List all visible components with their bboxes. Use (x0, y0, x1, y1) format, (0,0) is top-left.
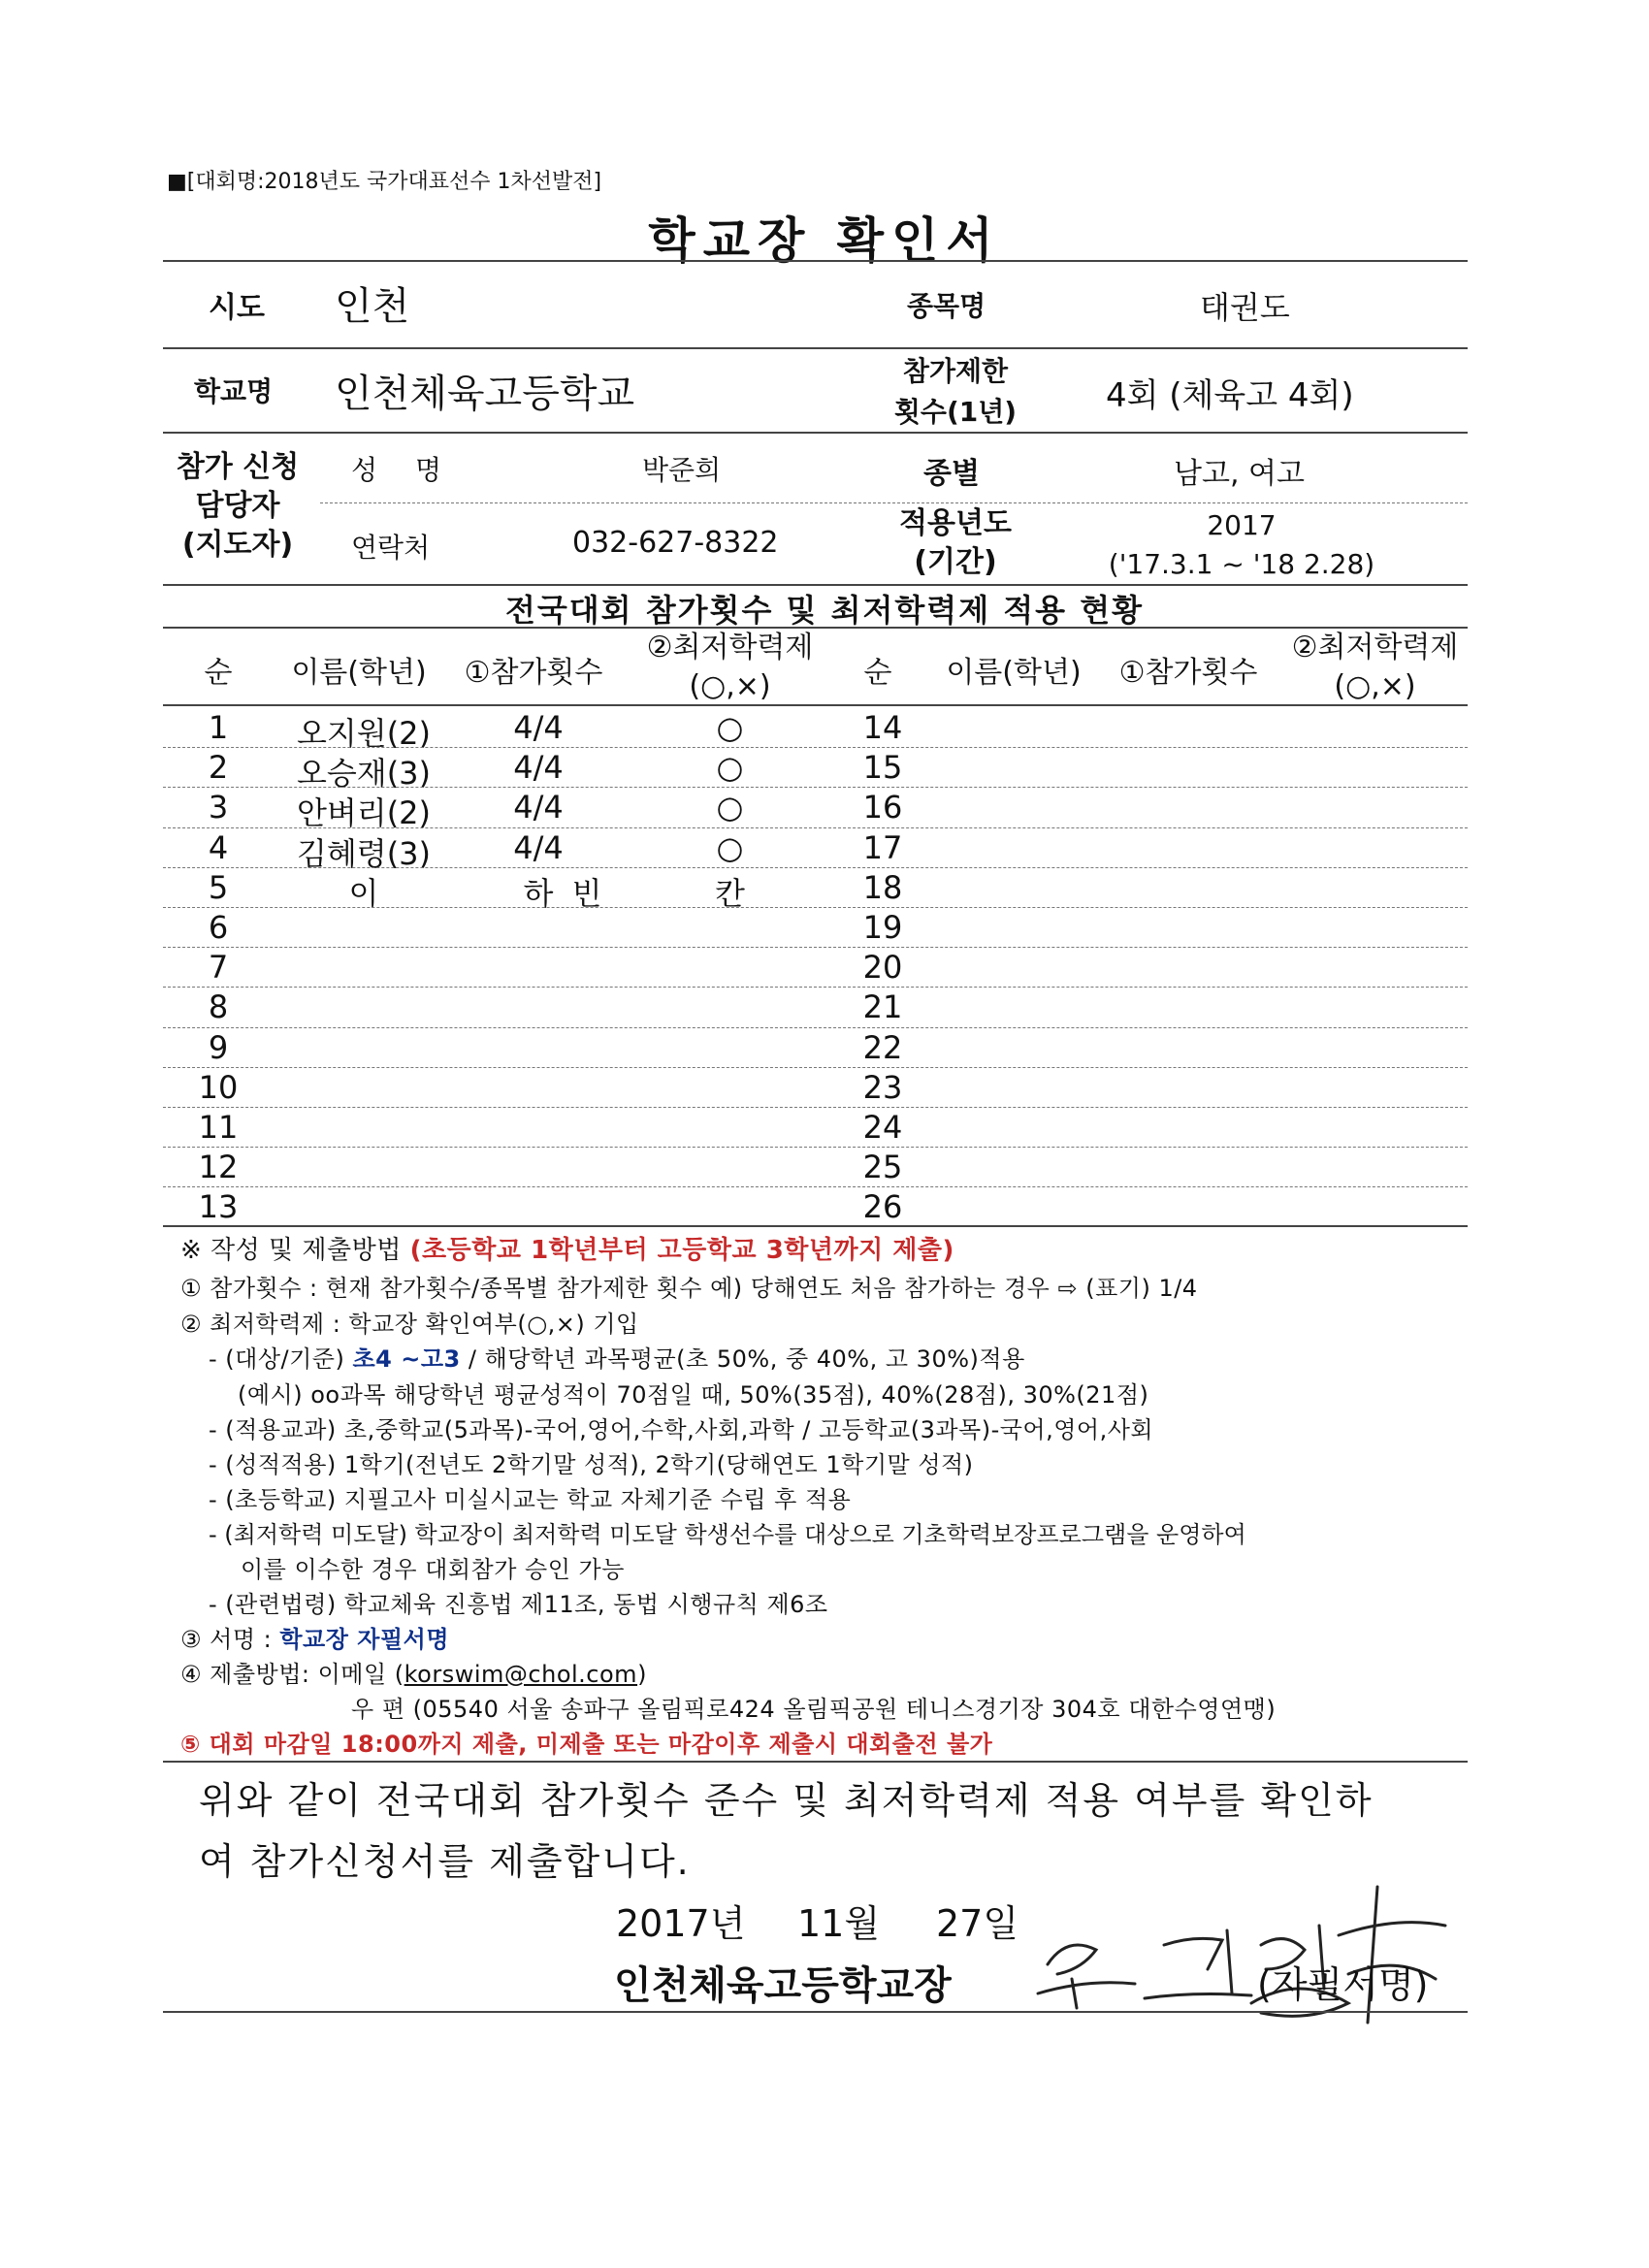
header-min-left-1: ②최저학력제 (646, 631, 814, 664)
row-no-right: 20 (862, 949, 903, 987)
note-2e: - (초등학교) 지필고사 미실시교는 학교 자체기준 수립 후 적용 (209, 1486, 852, 1513)
row-no: 6 (208, 909, 229, 946)
year-label-line2: (기간) (914, 545, 997, 579)
category-label: 종별 (923, 457, 980, 491)
manager-label (160, 448, 315, 565)
row-count: 4/4 (513, 749, 564, 787)
row-no-right: 21 (862, 988, 903, 1026)
date-day: 27일 (936, 1902, 1019, 1945)
row-no-right: 23 (862, 1068, 903, 1106)
note-4 (180, 1655, 647, 1689)
row-no: 2 (208, 749, 229, 787)
row-min: ○ (716, 749, 744, 787)
divider (163, 347, 1468, 349)
row-divider (163, 1067, 1468, 1068)
row-count: 4/4 (513, 709, 564, 746)
limit-value: 4회 (체육고 4회) (1106, 376, 1354, 415)
header-min-right (1271, 629, 1479, 706)
row-no: 13 (198, 1188, 239, 1226)
row-divider (163, 827, 1468, 828)
note-2g: 이를 이수한 경우 대회참가 승인 가능 (241, 1556, 625, 1583)
table-title: 전국대회 참가횟수 및 최저학력제 적용 현황 (504, 592, 1145, 629)
row-no: 8 (208, 988, 229, 1026)
row-no: 9 (208, 1028, 229, 1066)
manager-label-line1: 참가 신청 (176, 450, 300, 484)
row-divider (163, 747, 1468, 748)
row-no-right: 24 (862, 1109, 903, 1146)
note-2a-rest: / 해당학년 과목평균(초 50%, 중 40%, 고 30%)적용 (468, 1345, 1025, 1373)
divider (163, 704, 1468, 706)
year-value-line1: 2017 (1207, 509, 1277, 541)
row-min: ○ (716, 709, 744, 746)
row-name: 오지원(2) (296, 715, 432, 752)
limit-label-line1: 참가제한 (902, 355, 1009, 387)
statement-line1: 위와 같이 전국대회 참가횟수 준수 및 최저학력제 적용 여부를 확인하 (199, 1779, 1374, 1822)
row-name: 안벼리(2) (296, 794, 432, 832)
row-no-right: 19 (862, 909, 903, 946)
row-no-right: 22 (862, 1028, 903, 1066)
row-no-right: 26 (862, 1188, 903, 1226)
note-3 (180, 1620, 449, 1654)
header-no-left: 순 (204, 656, 233, 690)
header-name-left: 이름(학년) (291, 656, 427, 690)
manager-label-line3: (지도자) (181, 528, 294, 562)
divider (320, 502, 1468, 503)
sido-label: 시도 (209, 291, 265, 325)
year-value-line2: ('17.3.1 ~ '18 2.28) (1108, 548, 1375, 580)
note-2b: (예시) oo과목 해당학년 평균성적이 70점일 때, 50%(35점), 40%(28점), 30%(21점) (238, 1381, 1149, 1409)
sport-value: 태권도 (1200, 289, 1290, 326)
divider (163, 1225, 1468, 1227)
note-method (180, 1230, 954, 1266)
note-2d: - (성적적용) 1학기(전년도 2학기말 성적), 2학기(당해연도 1학기말 성적) (209, 1451, 974, 1478)
row-divider (163, 1027, 1468, 1028)
signature-label: (자필서명) (1257, 1963, 1429, 2006)
principal-name: 인천체육고등학교장 (614, 1963, 952, 2008)
note-2a-prefix: - (대상/기준) (209, 1345, 345, 1373)
note-2: ② 최저학력제 : 학교장 확인여부(○,×) 기입 (180, 1311, 639, 1338)
year-label-line1: 적용년도 (899, 506, 1012, 540)
note-3-prefix: ③ 서명 : (180, 1626, 273, 1653)
header-count-right: ①참가횟수 (1118, 656, 1258, 690)
limit-label-line2: 횟수(1년) (893, 396, 1018, 428)
header-count-left: ①참가횟수 (464, 656, 603, 690)
header-min-left (626, 629, 834, 706)
row-min: ○ (716, 828, 744, 866)
row-no: 10 (198, 1068, 239, 1106)
row-name: 김혜령(3) (296, 834, 432, 872)
row-no-right: 18 (862, 868, 903, 906)
note-method-red: (초등학교 1학년부터 고등학교 3학년까지 제출) (409, 1236, 954, 1265)
manager-label-line2: 담당자 (195, 489, 280, 523)
note-2c: - (적용교과) 초,중학교(5과목)-국어,영어,수학,사회,과학 / 고등학교(3과목)-국어,영어,사회 (209, 1416, 1154, 1443)
note-4-prefix: ④ 제출방법: 이메일 ( (180, 1661, 404, 1688)
meeting-tag: ■[대회명:2018년도 국가대표선수 1차선발전] (167, 170, 602, 194)
row-no-right: 14 (862, 709, 903, 746)
row-min: ○ (716, 789, 744, 826)
note-2a-blue: 초4 ~고3 (352, 1345, 461, 1373)
row-no: 7 (208, 949, 229, 987)
row-name: 이 (348, 874, 379, 912)
header-min-left-2: (○,×) (689, 669, 771, 703)
row-no-right: 16 (862, 789, 903, 826)
row-count: 4/4 (513, 789, 564, 826)
note-method-prefix: ※ 작성 및 제출방법 (180, 1236, 402, 1265)
row-divider (163, 1186, 1468, 1187)
row-divider (163, 787, 1468, 788)
header-name-right: 이름(학년) (946, 656, 1082, 690)
row-count: 4/4 (513, 828, 564, 866)
note-2h: - (관련법령) 학교체육 진흥법 제11조, 동법 시행규칙 제6조 (209, 1591, 828, 1618)
year-value (1077, 506, 1406, 584)
divider (163, 432, 1468, 434)
category-value: 남고, 여고 (1174, 457, 1305, 491)
row-count: 하 (523, 874, 554, 912)
divider (163, 2011, 1468, 2013)
row-no: 11 (198, 1109, 239, 1146)
row-divider (163, 987, 1468, 988)
divider (163, 260, 1468, 262)
page-title: 학교장 확인서 (648, 212, 1001, 269)
contact-value: 032-627-8322 (572, 526, 779, 560)
row-divider (163, 1107, 1468, 1108)
note-1: ① 참가횟수 : 현재 참가횟수/종목별 참가제한 횟수 예) 당해연도 처음 참가하는 경우 ⇨ (표기) 1/4 (180, 1275, 1198, 1302)
limit-label (873, 351, 1038, 433)
row-no: 3 (208, 789, 229, 826)
date-month: 11월 (797, 1902, 881, 1945)
row-divider (163, 1147, 1468, 1148)
name-label: 성 명 (351, 454, 441, 486)
header-no-right: 순 (863, 656, 892, 690)
row-no-right: 15 (862, 749, 903, 787)
divider (163, 1761, 1468, 1763)
row-min: 칸 (715, 874, 745, 912)
row-name: 오승재(3) (296, 755, 432, 793)
note-3-blue: 학교장 자필서명 (279, 1626, 450, 1653)
row-no: 12 (198, 1149, 239, 1186)
row-divider (163, 907, 1468, 908)
note-2f: - (최저학력 미도달) 학교장이 최저학력 미도달 학생선수를 대상으로 기초학력보장프로그램을 운영하여 (209, 1521, 1246, 1548)
sport-label: 종목명 (907, 290, 986, 322)
date-year: 2017년 (616, 1902, 746, 1945)
row-no-right: 17 (862, 828, 903, 866)
statement-line2: 여 참가신청서를 제출합니다. (199, 1840, 691, 1883)
header-min-right-2: (○,×) (1334, 669, 1416, 703)
contact-label: 연락처 (351, 532, 431, 564)
row-no: 1 (208, 709, 229, 746)
note-4-suffix: ) (637, 1661, 647, 1688)
row-divider (163, 867, 1468, 868)
note-2a (209, 1340, 1025, 1374)
row-divider (163, 947, 1468, 948)
sido-value: 인천 (335, 284, 410, 329)
year-label (873, 504, 1038, 582)
email-link[interactable]: korswim@chol.com (404, 1661, 638, 1688)
school-value: 인천체육고등학교 (335, 372, 635, 416)
row-no: 5 (208, 868, 229, 906)
row-no: 4 (208, 828, 229, 866)
row-no-right: 25 (862, 1149, 903, 1186)
row-extra: 빈 (571, 874, 602, 912)
note-4b: 우 편 (05540 서울 송파구 올림픽로424 올림픽공원 테니스경기장 304호 대한수영연맹) (351, 1696, 1277, 1723)
school-label: 학교명 (194, 375, 274, 407)
name-value: 박준희 (642, 454, 722, 486)
header-min-right-1: ②최저학력제 (1291, 631, 1459, 664)
note-5: ⑤ 대회 마감일 18:00까지 제출, 미제출 또는 마감이후 제출시 대회출전 불가 (180, 1731, 993, 1758)
